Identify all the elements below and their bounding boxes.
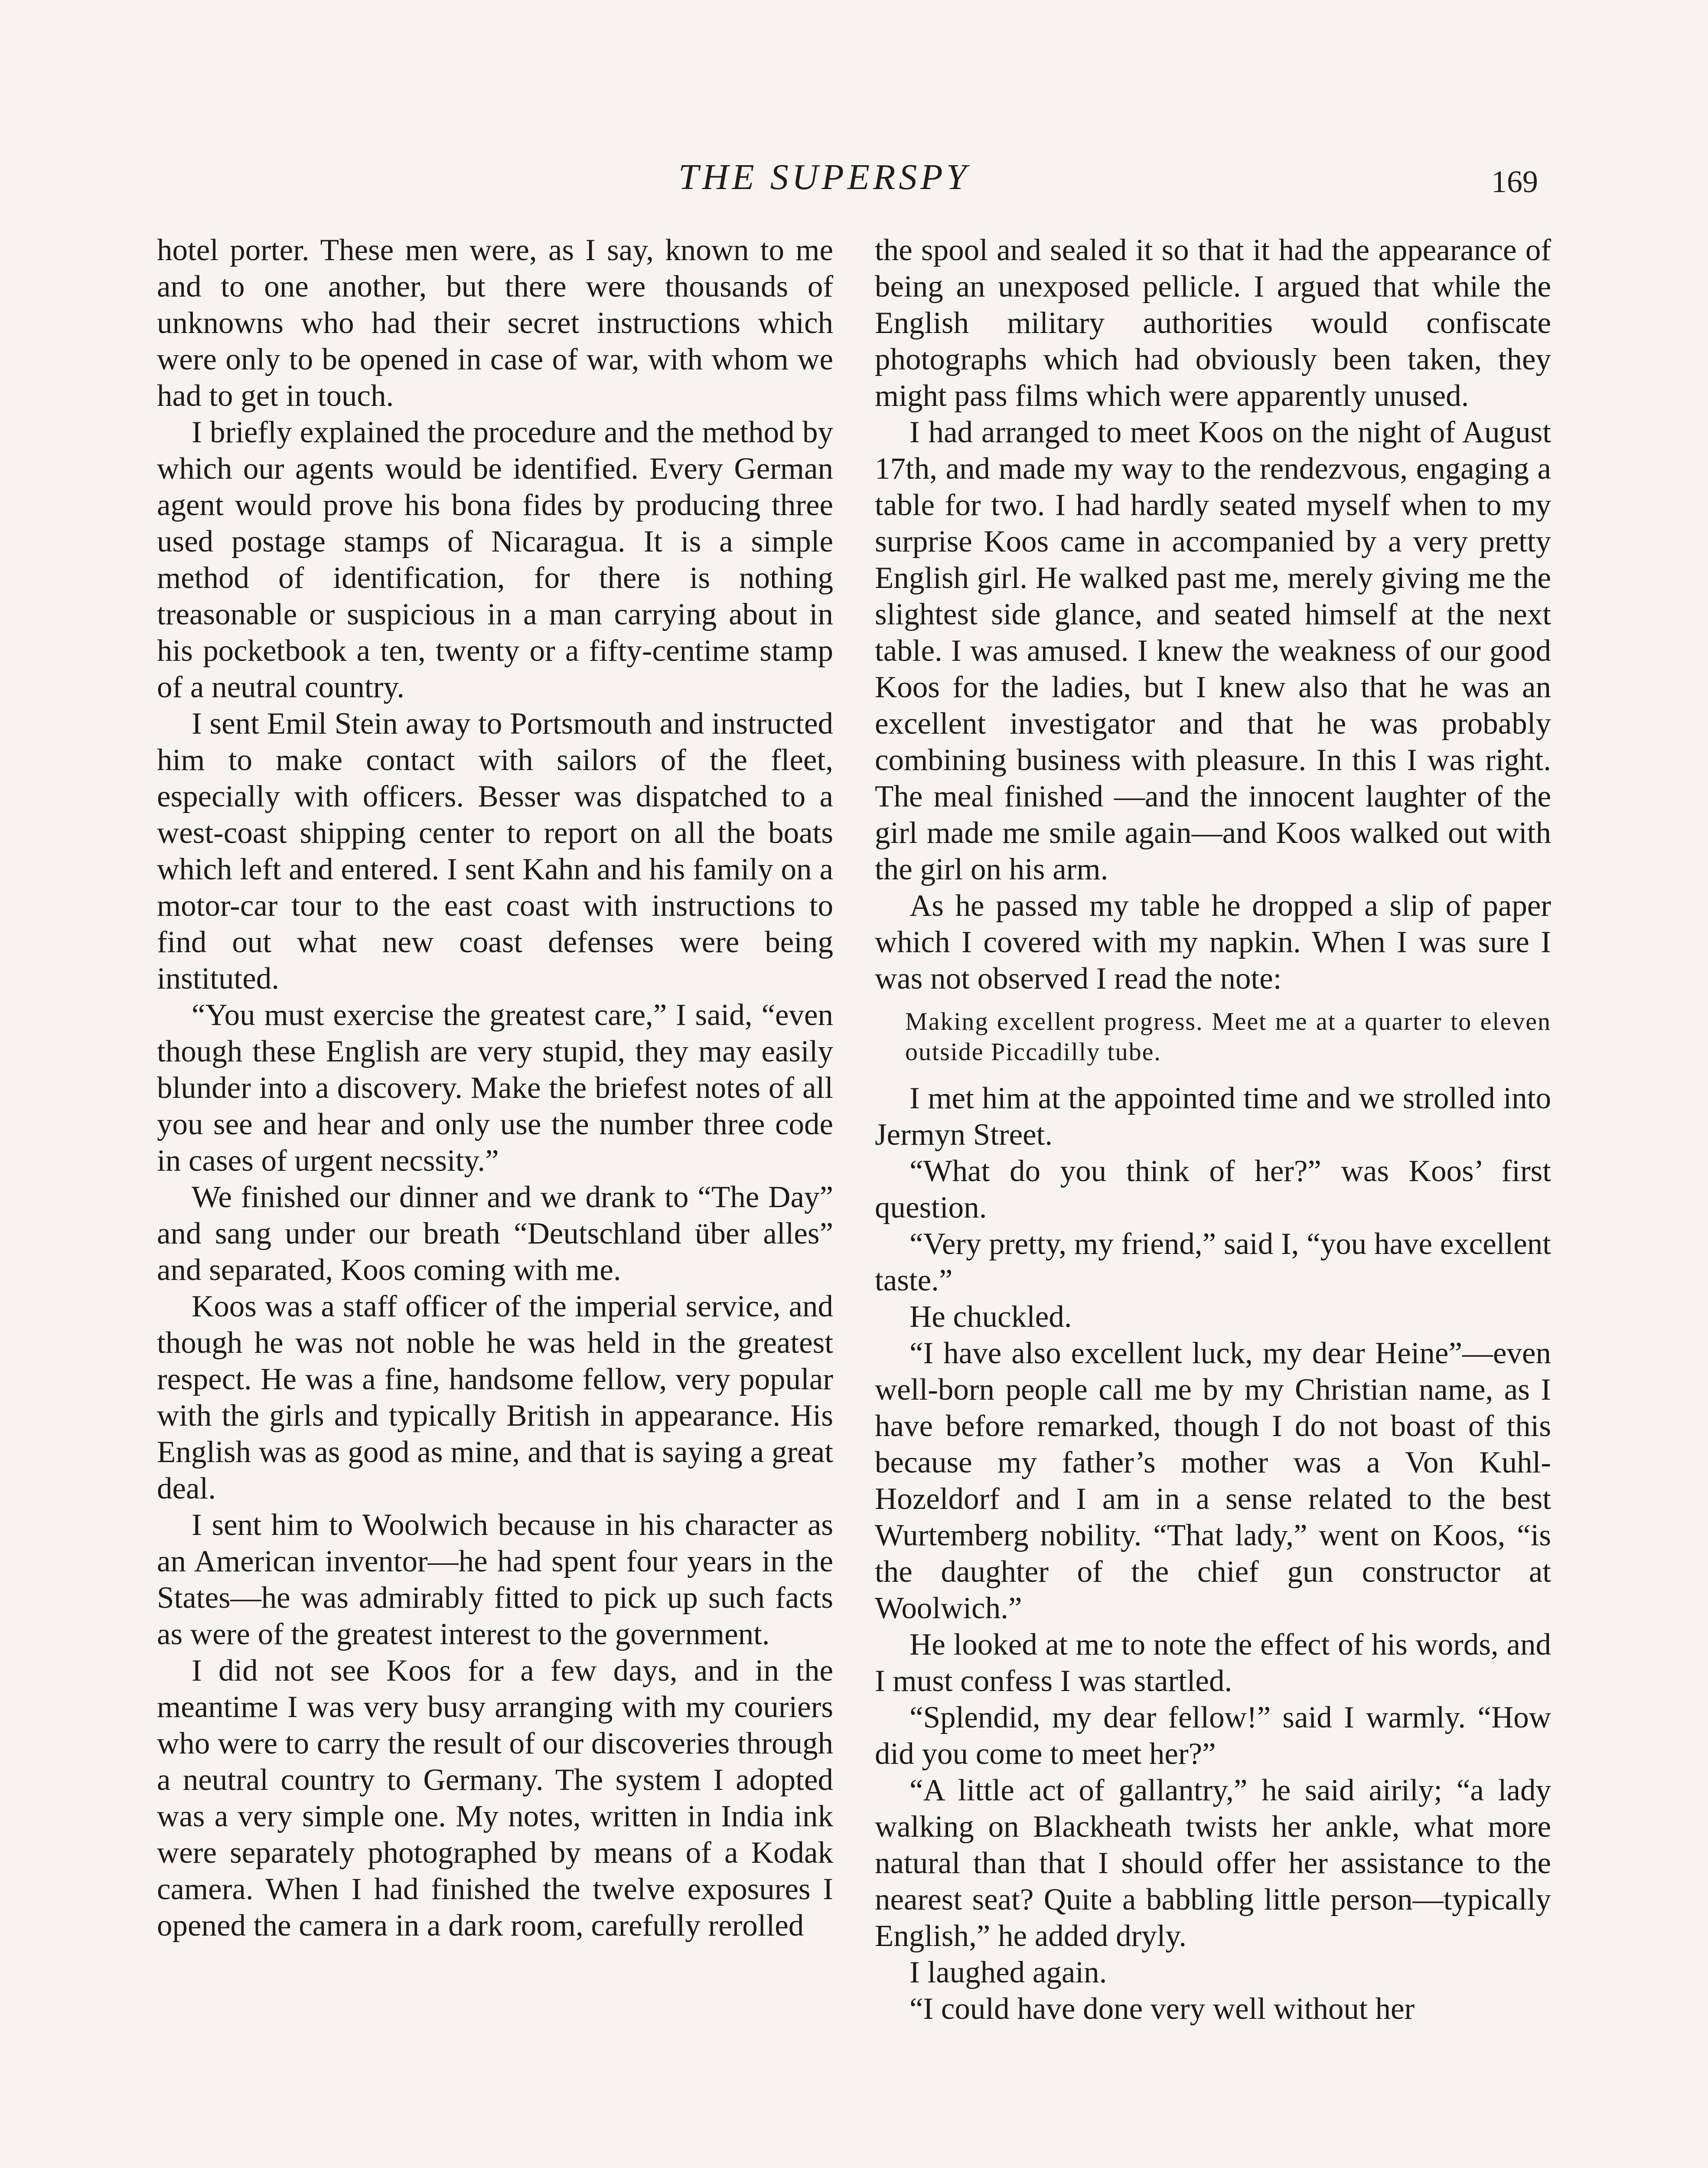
- paragraph: “What do you think of her?” was Koos’ first question.: [875, 1154, 1551, 1224]
- paragraph: We finished our dinner and we drank to “The Day” and sang under our breath “Deutschland über alles” and separated, Koos coming with me.: [157, 1180, 833, 1287]
- paragraph: “Very pretty, my friend,” said I, “you have excellent taste.”: [875, 1227, 1551, 1297]
- paragraph: I sent him to Woolwich because in his character as an American inventor—he had spent four years in the States—he was admirably fitted to pick up such facts as were of the greatest interest to the government.: [157, 1508, 833, 1651]
- paragraph: As he passed my table he dropped a slip of paper which I covered with my napkin. When I was sure I was not observed I read the note:: [875, 889, 1551, 996]
- paragraph: the spool and sealed it so that it had the appearance of being an unexposed pellicle. I argued that while the English military authorities would confiscate photographs which had obviously been taken, they might pass films which were apparently unused.: [875, 233, 1551, 413]
- running-title: THE SUPERSPY: [678, 157, 970, 197]
- paragraph: “You must exercise the greatest care,” I said, “even though these English are very stupid, they may easily blunder into a discovery. Make the briefest notes of all you see and hear and only use the number three code in cases of urgent necssity.”: [157, 998, 833, 1178]
- paragraph: I sent Emil Stein away to Portsmouth and instructed him to make contact with sailors of the fleet, especially with officers. Besser was dispatched to a west-coast shipping center to report on all the boats which left and entered. I sent Kahn and his family on a motor-car tour to the east coast with instructions to find out what new coast defenses were being instituted.: [157, 707, 833, 996]
- paragraph: I had arranged to meet Koos on the night of August 17th, and made my way to the rendezvous, engaging a table for two. I had hardly seated myself when to my surprise Koos came in accompanied by a very pretty English girl. He walked past me, merely giving me the slightest side glance, and seated himself at the next table. I was amused. I knew the weakness of our good Koos for the ladies, but I knew also that he was an excellent investigator and that he was probably combining business with pleasure. In this I was right. The meal finished —and the innocent laughter of the girl made me smile again—and Koos walked out with the girl on his arm.: [875, 415, 1551, 886]
- left-column: [157, 232, 833, 2168]
- paragraph: “I have also excellent luck, my dear Heine”—even well-born people call me by my Christian name, as I have before remarked, though I do not boast of this because my father’s mother was a Von Kuhl-Hozeldorf and I am in a sense related to the best Wurtemberg nobility. “That lady,” went on Koos, “is the daughter of the chief gun constructor at Woolwich.”: [875, 1336, 1551, 1625]
- page-number: 169: [1491, 164, 1538, 199]
- quoted-note: Making excellent progress. Meet me at a quarter to eleven outside Piccadilly tube.: [905, 1007, 1551, 1066]
- paragraph: Koos was a staff officer of the imperial service, and though he was not noble he was held in the greatest respect. He was a fine, handsome fellow, very popular with the girls and typically British in appearance. His English was as good as mine, and that is saying a great deal.: [157, 1290, 833, 1505]
- paragraph: He looked at me to note the effect of his words, and I must confess I was startled.: [875, 1628, 1551, 1698]
- paragraph: He chuckled.: [909, 1300, 1072, 1334]
- paragraph: “Splendid, my dear fellow!” said I warmly. “How did you come to meet her?”: [875, 1701, 1551, 1771]
- paragraph: “I could have done very well without her: [909, 1992, 1415, 2026]
- paragraph: I did not see Koos for a few days, and in the meantime I was very busy arranging with my couriers who were to carry the result of our discoveries through a neutral country to Germany. The system I adopted was a very simple one. My notes, written in India ink were separately photographed by means of a Kodak camera. When I had finished the twelve exposures I opened the camera in a dark room, carefully rerolled: [157, 1654, 833, 1943]
- paragraph: I laughed again.: [909, 1956, 1107, 1989]
- right-column: [875, 232, 1551, 2168]
- paragraph: I briefly explained the procedure and the method by which our agents would be identified. Every German agent would prove his bona fides by producing three used postage stamps of Nicaragua. It is a simple method of identification, for there is nothing treasonable or suspicious in a man carrying about in his pocketbook a ten, twenty or a fifty-centime stamp of a neutral country.: [157, 415, 833, 704]
- paragraph: hotel porter. These men were, as I say, known to me and to one another, but there were thousands of unknowns who had their secret instructions which were only to be opened in case of war, with whom we had to get in touch.: [157, 233, 833, 413]
- paragraph: I met him at the appointed time and we strolled into Jermyn Street.: [875, 1081, 1551, 1152]
- paragraph: “A little act of gallantry,” he said airily; “a lady walking on Blackheath twists her ankle, what more natural than that I should offer her assistance to the nearest seat? Quite a babbling little person—typically English,” he added dryly.: [875, 1773, 1551, 1953]
